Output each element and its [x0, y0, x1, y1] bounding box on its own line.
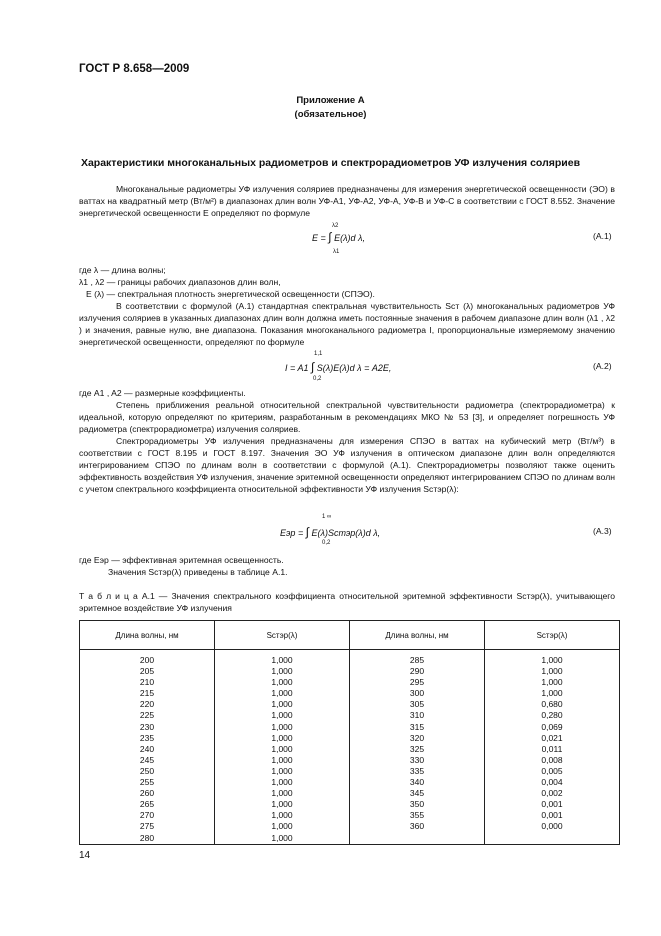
- formula-a1-rhs: E(λ)d λ,: [334, 233, 365, 243]
- table-cell: 315: [409, 721, 425, 732]
- table-body-row: [80, 650, 620, 845]
- formula-a1-number: (А.1): [593, 231, 612, 241]
- paragraph-3: Степень приближения реальной относительной спектральной чувствительности радиометра (спектрорадиометра) к идеальной, которую определяют по критериям, разработанным в рекомендациях МКО № 53 [3], и определяет погрешность УФ радиометра (спектрорадиометра) излучения соляриев.: [79, 400, 615, 434]
- formula-a2-coef: A1: [297, 363, 309, 373]
- table-cell: 1,000: [271, 732, 293, 743]
- table-cell: 345: [409, 788, 425, 799]
- formula-a1-lower: λ1: [333, 249, 340, 255]
- table-cell: 350: [409, 799, 425, 810]
- table-cell: 225: [139, 710, 155, 721]
- document-header: ГОСТ Р 8.658—2009: [79, 63, 190, 75]
- table-cell: 1,000: [271, 743, 293, 754]
- table-cell: 1,000: [271, 666, 293, 677]
- table-cell: 320: [409, 732, 425, 743]
- table-cell: 1,000: [271, 832, 293, 843]
- formula-a2-upper: 1,1: [314, 351, 323, 357]
- table-cell: 355: [409, 810, 425, 821]
- table-cell: 0,001: [541, 810, 563, 821]
- column-coefficient-1: [215, 650, 350, 845]
- table-cell: 1,000: [271, 765, 293, 776]
- formula-a2-number: (А.2): [593, 361, 612, 371]
- table-cell: 0,001: [541, 799, 563, 810]
- table-cell: 270: [139, 810, 155, 821]
- table-cell: 230: [139, 721, 155, 732]
- table-cell: 280: [139, 832, 155, 843]
- table-cell: 200: [139, 655, 155, 665]
- where-bounds: λ1 , λ2 — границы рабочих диапазонов длин волн,: [79, 277, 281, 287]
- formula-a3-upper: 1 ∞: [322, 514, 332, 520]
- appendix-status: (обязательное): [294, 109, 367, 120]
- table-cell: 290: [409, 666, 425, 677]
- where-spectral-density: E (λ) — спектральная плотность энергетической освещенности (СПЭО).: [86, 289, 375, 299]
- table-cell: 205: [139, 666, 155, 677]
- table-cell: 1,000: [271, 777, 293, 788]
- table-cell: 1,000: [271, 677, 293, 688]
- table-cell: 330: [409, 754, 425, 765]
- paragraph-1: Многоканальные радиометры УФ излучения соляриев предназначены для измерения энергетической освещенности (ЭО) в ваттах на квадратный метр (Вт/м²) в диапазонах длин волн УФ-А1, УФ-А2, УФ-А, УФ-В и УФ-С в соответствии с ГОСТ 8.552. Значение энергетической освещенности E определяют по формуле: [79, 184, 615, 218]
- page-number: 14: [79, 850, 91, 861]
- table-cell: 0,069: [541, 721, 563, 732]
- table-header-row: [80, 621, 620, 650]
- table-cell: 0,680: [541, 699, 563, 710]
- paragraph-2: В соответствии с формулой (А.1) стандартная спектральная чувствительность Sст (λ) многоканальных радиометров УФ излучения соляриев в указанных диапазонах длин волн должна иметь постоянные значения в рабочем диапазоне длин волн (λ1 , λ2 ) и значения, равные нулю, вне диапазона. Показания многоканального радиометра I, пропорциональные измеряемому значению энергетической освещенности, определяют по формуле: [79, 301, 615, 347]
- appendix-title: Приложение А: [296, 95, 365, 106]
- data-table: [79, 620, 620, 845]
- table-cell: 285: [409, 655, 425, 665]
- header-wavelength-2: Длина волны, нм: [350, 621, 485, 650]
- table-cell: 1,000: [271, 655, 293, 665]
- table-cell: 265: [139, 799, 155, 810]
- table-cell: 1,000: [271, 688, 293, 699]
- table-cell: 335: [409, 765, 425, 776]
- table-cell: 210: [139, 677, 155, 688]
- header-wavelength-1: Длина волны, нм: [80, 621, 215, 650]
- formula-a2-rhs: S(λ)E(λ)d λ = A2E,: [316, 363, 392, 373]
- formula-a2-lower: 0,2: [313, 376, 322, 382]
- table-cell: 1,000: [271, 799, 293, 810]
- table-cell: 0,002: [541, 788, 563, 799]
- table-cell: 340: [409, 777, 425, 788]
- table-cell: 260: [139, 788, 155, 799]
- table-cell: 0,011: [541, 743, 563, 754]
- header-coefficient-1: Sстэр(λ): [215, 621, 350, 650]
- integral-sign: ∫: [305, 525, 309, 539]
- formula-a1-upper: λ2: [332, 223, 339, 229]
- table-cell: 250: [139, 765, 155, 776]
- table-cell: 1,000: [271, 810, 293, 821]
- formula-a2: I = A1 ∫ S(λ)E(λ)d λ = A2E,: [285, 360, 392, 374]
- formula-a2-lhs: I: [285, 363, 288, 373]
- table-cell: 310: [409, 710, 425, 721]
- table-cell: 0,280: [541, 710, 563, 721]
- table-cell: 1,000: [271, 788, 293, 799]
- table-cell: 1,000: [541, 655, 563, 665]
- formula-a3: Eэр = ∫ E(λ)Sстэр(λ)d λ,: [280, 525, 381, 539]
- table-cell: 0,000: [541, 821, 563, 832]
- formula-a1-lhs: E: [312, 233, 319, 243]
- column-coefficient-2: [485, 650, 620, 845]
- table-cell: 325: [409, 743, 425, 754]
- table-reference: Значения Sстэр(λ) приведены в таблице А.1.: [108, 567, 288, 577]
- formula-a3-lower: 0,2: [322, 540, 331, 546]
- table-cell: 300: [409, 688, 425, 699]
- formula-a3-lhs: Eэр: [280, 528, 296, 538]
- table-cell: 360: [409, 821, 425, 832]
- table-cell: 1,000: [541, 677, 563, 688]
- table-cell: 255: [139, 777, 155, 788]
- table-cell: 1,000: [541, 666, 563, 677]
- table-cell: 1,000: [271, 754, 293, 765]
- column-wavelength-2: [350, 650, 485, 845]
- table-cell: 0,008: [541, 754, 563, 765]
- table-cell: 215: [139, 688, 155, 699]
- where-lambda: где λ — длина волны;: [79, 265, 166, 275]
- table-cell: 235: [139, 732, 155, 743]
- table-cell: 245: [139, 754, 155, 765]
- formula-a1: E = ∫ E(λ)d λ,: [312, 230, 365, 244]
- header-coefficient-2: Sстэр(λ): [485, 621, 620, 650]
- integral-sign: ∫: [310, 360, 315, 374]
- formula-a3-number: (А.3): [593, 526, 612, 536]
- table-cell: 1,000: [271, 699, 293, 710]
- where-coefficients: где A1 , A2 — размерные коэффициенты.: [79, 388, 246, 398]
- table-cell: 305: [409, 699, 425, 710]
- table-cell: 295: [409, 677, 425, 688]
- table-cell: 220: [139, 699, 155, 710]
- table-cell: 275: [139, 821, 155, 832]
- formula-a3-rhs: E(λ)Sстэр(λ)d λ,: [311, 528, 381, 538]
- where-erythemal: где Eэр — эффективная эритемная освещенность.: [79, 555, 284, 565]
- table-cell: 0,021: [541, 732, 563, 743]
- table-cell: 1,000: [271, 821, 293, 832]
- table-cell: 0,005: [541, 765, 563, 776]
- table-cell: 240: [139, 743, 155, 754]
- paragraph-4: Спектрорадиометры УФ излучения предназначены для измерения СПЭО в ваттах на кубический метр (Вт/м³) в соответствии с ГОСТ 8.195 и ГОСТ 8.197. Значения ЭО УФ излучения в оптическом диапазоне длин волн определяются интегрированием СПЭО по длинам волн в соответствии с формулой (А.1). Спектрорадиометры позволяют также оценить эффективность воздействия УФ излучения, значение эритемной освещенности определяют интегрированием СПЭО по длинам волн с учетом спектрального коэффициента относительной эффективности УФ излучения Sстэр(λ):: [79, 436, 615, 494]
- table-cell: 0,004: [541, 777, 563, 788]
- table-caption: Т а б л и ц а А.1 — Значения спектрального коэффициента относительной эритемной эффективности Sстэр(λ), учитывающего эритемное воздействие УФ излучения: [79, 591, 615, 613]
- integral-sign: ∫: [328, 230, 332, 244]
- table-cell: 1,000: [271, 710, 293, 721]
- section-title: Характеристики многоканальных радиометров и спектрорадиометров УФ излучения соляриев: [80, 157, 581, 169]
- table-cell: 1,000: [271, 721, 293, 732]
- table-cell: 1,000: [541, 688, 563, 699]
- column-wavelength-1: [80, 650, 215, 845]
